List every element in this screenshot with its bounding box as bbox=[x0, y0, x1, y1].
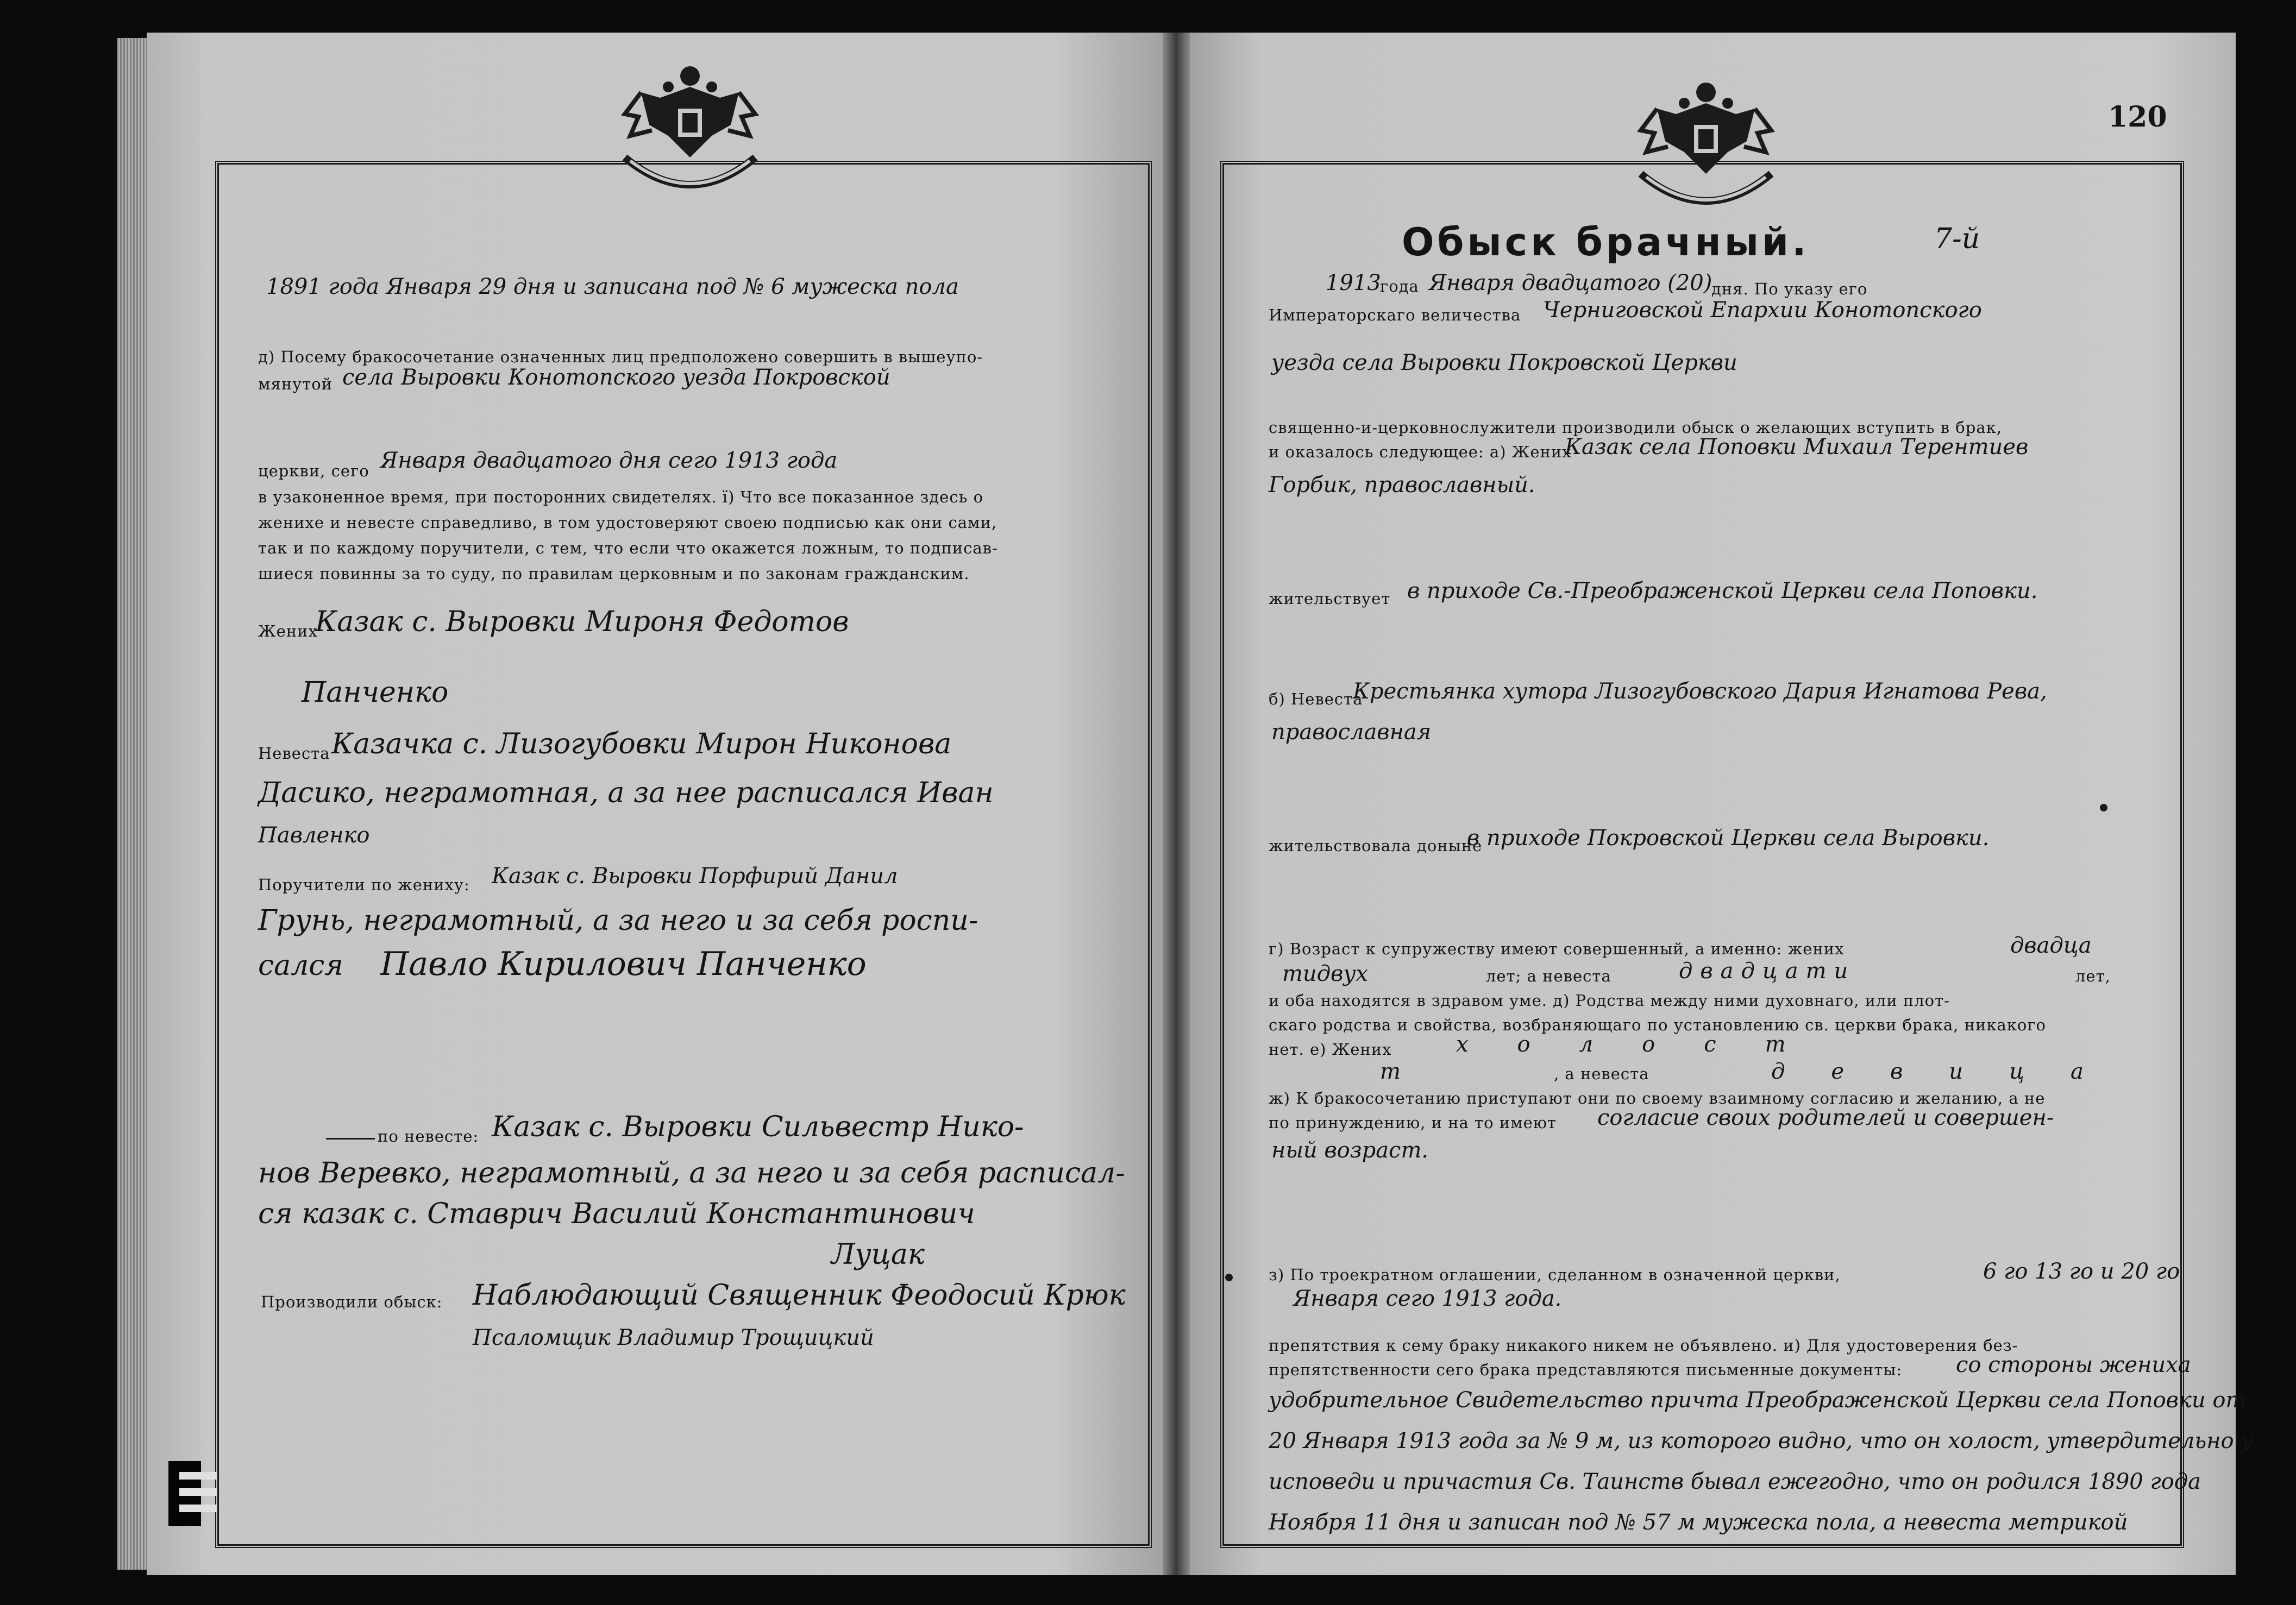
r-documents-hw-3: 20 Января 1913 года за № 9 м, из которого видно, что он холост, утвердительно у bbox=[1269, 1428, 2254, 1453]
groom-guarantors-hw-2: Грунь, неграмотный, а за него и за себя роспи- bbox=[258, 904, 978, 937]
book-gutter bbox=[1163, 33, 1190, 1575]
bride-guarantors-hw-4: Луцак bbox=[831, 1238, 925, 1271]
groom-surname-handwritten: Панченко bbox=[302, 676, 449, 709]
r-print-line-22: препятствия к сему браку никакого никем не объявлено. и) Для удостоверения без- bbox=[1269, 1336, 2018, 1355]
r-status-groom-hw: холост bbox=[1456, 1032, 1835, 1057]
left-birth-record-line: 1891 года Января 29 дня и записана под № 6 мужеска пола bbox=[266, 274, 959, 299]
r-documents-hw-4: исповеди и причастия Св. Таинств бывал ежегодно, что он родился 1890 года bbox=[1269, 1469, 2201, 1494]
r-status-bride-print: , а невеста bbox=[1554, 1065, 1649, 1083]
r-print-line-17: ж) К бракосочетанию приступают они по своему взаимному согласию и желанию, а не bbox=[1269, 1089, 2046, 1107]
r-church-hw: уезда села Выровки Покровской Церкви bbox=[1271, 350, 1737, 375]
r-groom-hw: Казак села Поповки Михаил Терентиев bbox=[1565, 435, 2029, 460]
r-eparchy-hw: Черниговской Епархии Конотопского bbox=[1543, 298, 1982, 323]
groom-handwritten: Казак с. Выровки Мироня Федотов bbox=[315, 606, 849, 638]
bride-label: Невеста bbox=[258, 744, 330, 763]
r-status-groom-hw-2: т bbox=[1380, 1059, 1401, 1084]
record-number-handwritten: 7-й bbox=[1934, 223, 1980, 255]
r-age-print: г) Возраст к супружеству имеют совершенный, а именно: жених bbox=[1269, 940, 1845, 958]
r-documents-hw-5: Ноября 11 дня и записан под № 57 м мужеска пола, а невеста метрикой bbox=[1269, 1510, 2128, 1535]
r-groom-print: и оказалось следующее: а) Жених bbox=[1269, 443, 1572, 461]
groom-label: Жених bbox=[258, 622, 318, 640]
ink-dot bbox=[2100, 804, 2107, 811]
bride-handwritten-1: Казачка с. Лизогубовки Мирон Никонова bbox=[331, 728, 952, 760]
form-title: Обыск брачный. bbox=[1402, 220, 1810, 265]
groom-guarantors-hw-3: сался bbox=[258, 949, 343, 982]
left-clause-d-print-2: мянутой bbox=[258, 375, 333, 393]
r-bride-print: б) Невеста bbox=[1269, 690, 1363, 708]
r-year-hw: 1913 bbox=[1326, 270, 1381, 295]
r-age-bride-hw: двадцати bbox=[1679, 959, 1856, 984]
bride-guarantors-hw-3: ся казак с. Ставрич Василий Константинович bbox=[258, 1198, 975, 1230]
r-majesty-print: Императорскаго величества bbox=[1269, 306, 1521, 324]
r-year-print: года bbox=[1380, 277, 1419, 295]
page-stack-edges bbox=[117, 38, 149, 1570]
r-residence-hw: в приходе Св.-Преображенской Церкви села Поповки. bbox=[1407, 578, 2038, 603]
r-banns-hw: 6 го 13 го и 20 го bbox=[1983, 1259, 2180, 1284]
r-age-groom-hw-2: тидвух bbox=[1282, 961, 1369, 986]
bride-guarantors-hw-1: Казак с. Выровки Сильвестр Нико- bbox=[492, 1111, 1024, 1143]
r-consent-print: по принуждению, и на то имеют bbox=[1269, 1113, 1557, 1132]
groom-guarantors-label: Поручители по жениху: bbox=[258, 876, 470, 894]
bullet-dot bbox=[1225, 1274, 1233, 1281]
r-decree-print: дня. По указу его bbox=[1711, 280, 1868, 298]
imperial-eagle-crest-left-icon bbox=[608, 54, 771, 206]
performed-by-psalmist: Псаломщик Владимир Трощицкий bbox=[473, 1325, 874, 1350]
left-clause-d-print: д) Посему бракосочетание означенных лиц предположено совершить в вышеупо- bbox=[258, 348, 983, 366]
r-bride-hw-2: православная bbox=[1271, 720, 1432, 745]
r-residence-print: жительствует bbox=[1269, 589, 1391, 608]
r-bride-hw: Крестьянка хутора Лизогубовского Дария Игнатова Рева, bbox=[1353, 679, 2047, 704]
imperial-eagle-crest-right-icon bbox=[1624, 71, 1787, 223]
r-print-line-14: скаго родства и свойства, возбраняющаго по установлению св. церкви брака, никакого bbox=[1269, 1016, 2046, 1034]
groom-guarantors-hw-1: Казак с. Выровки Порфирий Данил bbox=[492, 864, 898, 889]
bride-guarantors-hw-2: нов Веревко, неграмотный, а за него и за себя расписал- bbox=[258, 1157, 1125, 1189]
r-print-line-4: священно-и-церковнослужители производили обыск о желающих вступить в брак, bbox=[1269, 418, 2002, 437]
left-clause-d-handwritten: села Выровки Конотопского уезда Покровской bbox=[342, 365, 890, 390]
bride-guarantors-label: по невесте: bbox=[378, 1127, 479, 1145]
left-wedding-date-handwritten: Января двадцатого дня сего 1913 года bbox=[380, 448, 838, 473]
r-bride-residence-hw: в приходе Покровской Церкви села Выровки. bbox=[1467, 826, 1990, 851]
r-date-hw: Января двадцатого (20) bbox=[1429, 270, 1712, 295]
r-consent-hw: согласие своих родителей и совершен- bbox=[1597, 1105, 2054, 1130]
groom-guarantor-signature: Павло Кирилович Панченко bbox=[380, 945, 867, 983]
r-groom-hw-2: Горбик, православный. bbox=[1269, 473, 1535, 498]
r-age-bride-print: лет; а невеста bbox=[1486, 967, 1611, 985]
left-print-line-8: шиеся повинны за то суду, по правилам церковным и по законам гражданским. bbox=[258, 564, 970, 583]
left-print-line-7: так и по каждому поручители, с тем, что если что окажется ложным, то подписав- bbox=[258, 539, 998, 557]
r-consent-hw-2: ный возраст. bbox=[1271, 1138, 1429, 1163]
r-documents-hw: со стороны жениха bbox=[1956, 1352, 2191, 1377]
left-print-line-5: в узаконенное время, при посторонних свидетелях. ї) Что все показанное здесь о bbox=[258, 488, 984, 506]
left-guarantor-divider bbox=[326, 1138, 375, 1140]
r-banns-print: з) По троекратном оглашении, сделанном в означенной церкви, bbox=[1269, 1266, 1841, 1284]
bride-handwritten-3: Павленко bbox=[258, 823, 370, 848]
r-banns-hw-2: Января сего 1913 года. bbox=[1293, 1286, 1562, 1311]
performed-by-priest: Наблюдающий Священник Феодосий Крюк bbox=[473, 1279, 1126, 1312]
r-bride-residence-print: жительствовала доныне bbox=[1269, 836, 1483, 855]
binding-clip-icon bbox=[163, 1450, 228, 1532]
r-age-years-print: лет, bbox=[2075, 967, 2111, 985]
r-documents-hw-2: удобрительное Свидетельство причта Преображенской Церкви села Поповки от bbox=[1269, 1388, 2247, 1413]
r-documents-print: препятственности сего брака представляются письменные документы: bbox=[1269, 1361, 1903, 1379]
bride-handwritten-2: Дасико, неграмотная, а за нее расписался Иван bbox=[258, 777, 994, 809]
r-age-groom-hw: двадца bbox=[2010, 933, 2092, 958]
page-number: 120 bbox=[2108, 100, 2167, 134]
left-print-line-6: женихе и невесте справедливо, в том удостоверяют своею подписью как они сами, bbox=[258, 513, 998, 532]
r-status-bride-hw: девица bbox=[1771, 1059, 2130, 1084]
performed-by-label: Производили обыск: bbox=[261, 1293, 443, 1311]
r-print-line-13: и оба находятся в здравом уме. д) Родства между ними духовнаго, или плот- bbox=[1269, 991, 1950, 1010]
r-status-print: нет. е) Жених bbox=[1269, 1040, 1392, 1059]
left-church-print: церкви, сего bbox=[258, 462, 369, 480]
